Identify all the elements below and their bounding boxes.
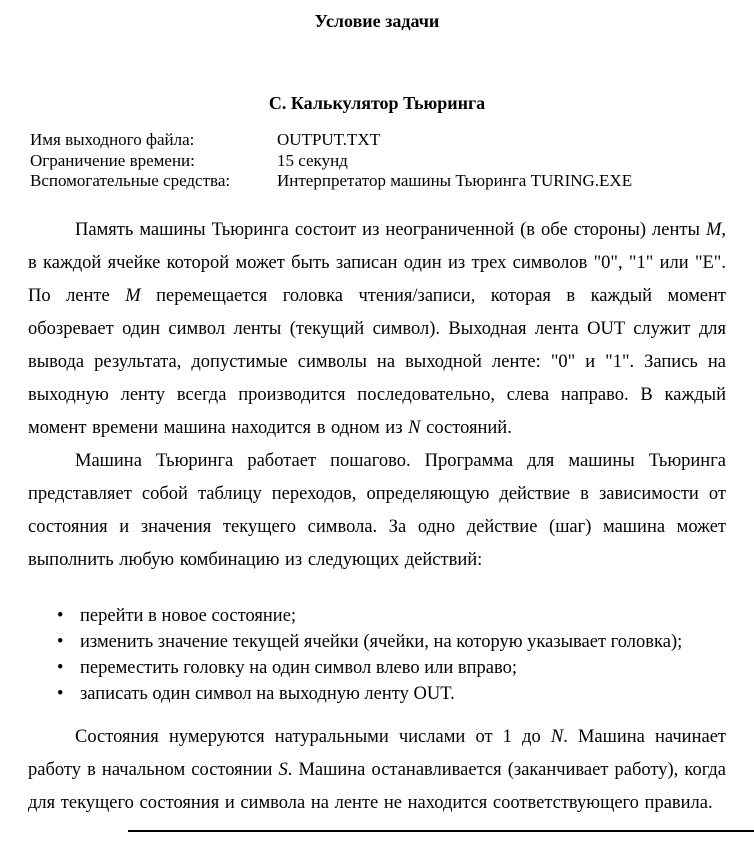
meta-table <box>30 130 726 192</box>
bottom-divider <box>128 830 754 832</box>
list-item: • изменить значение текущей ячейки (ячейки, на которую указывает головка); <box>28 629 726 655</box>
meta-value-output-file: OUTPUT.TXT <box>277 130 381 149</box>
paragraph-program-description: Машина Тьюринга работает пошагово. Программа для машины Тьюринга представляет собой таблицу переходов, определяющую действие в зависимости от состояния и значения текущего символа. За одно действие (шаг) машина может выполнить любую комбинацию из следующих действий: <box>28 450 726 570</box>
paragraph-memory-description: Память машины Тьюринга состоит из неограниченной (в обе стороны) ленты М, в каждой ячейке которой может быть записан один из трех символов "0", "1" или "Е". По ленте М перемещается головка чтения/записи, которая в каждый момент обозревает один символ ленты (текущий символ). Выходная лента OUT служит для вывода результата, допустимые символы на выходной ленте: "0" и "1". Запись на выходную ленту всегда производится последовательно, слева направо. В каждый момент времени машина находится в одном из N состояний. <box>28 219 727 438</box>
list-item: • записать один символ на выходную ленту OUT. <box>28 681 726 707</box>
meta-row <box>30 151 726 172</box>
meta-label-output-file: Имя выходного файла: <box>30 130 195 149</box>
list-item: • перейти в новое состояние; <box>28 603 726 629</box>
section-title: С. Калькулятор Тьюринга <box>268 93 486 113</box>
page-title: Условие задачи <box>314 11 440 31</box>
meta-label-time-limit: Ограничение времени: <box>30 150 195 170</box>
meta-row <box>30 171 726 192</box>
list-item: • переместить головку на один символ влево или вправо; <box>28 655 726 681</box>
paragraph-states-description: Состояния нумеруются натуральными числами от 1 до N. Машина начинает работу в начальном состоянии S. Машина останавливается (заканчивает работу), когда для текущего состояния и символа на ленте не находится соответствующего правила. <box>28 726 726 813</box>
meta-value-time-limit: 15 секунд <box>277 150 348 170</box>
meta-value-aux-tools: Интерпретатор машины Тьюринга TURING.EXE <box>277 171 633 190</box>
bullet-list-actions <box>28 603 726 707</box>
meta-label-aux-tools: Вспомогательные средства: <box>30 171 231 190</box>
meta-row <box>30 130 726 151</box>
